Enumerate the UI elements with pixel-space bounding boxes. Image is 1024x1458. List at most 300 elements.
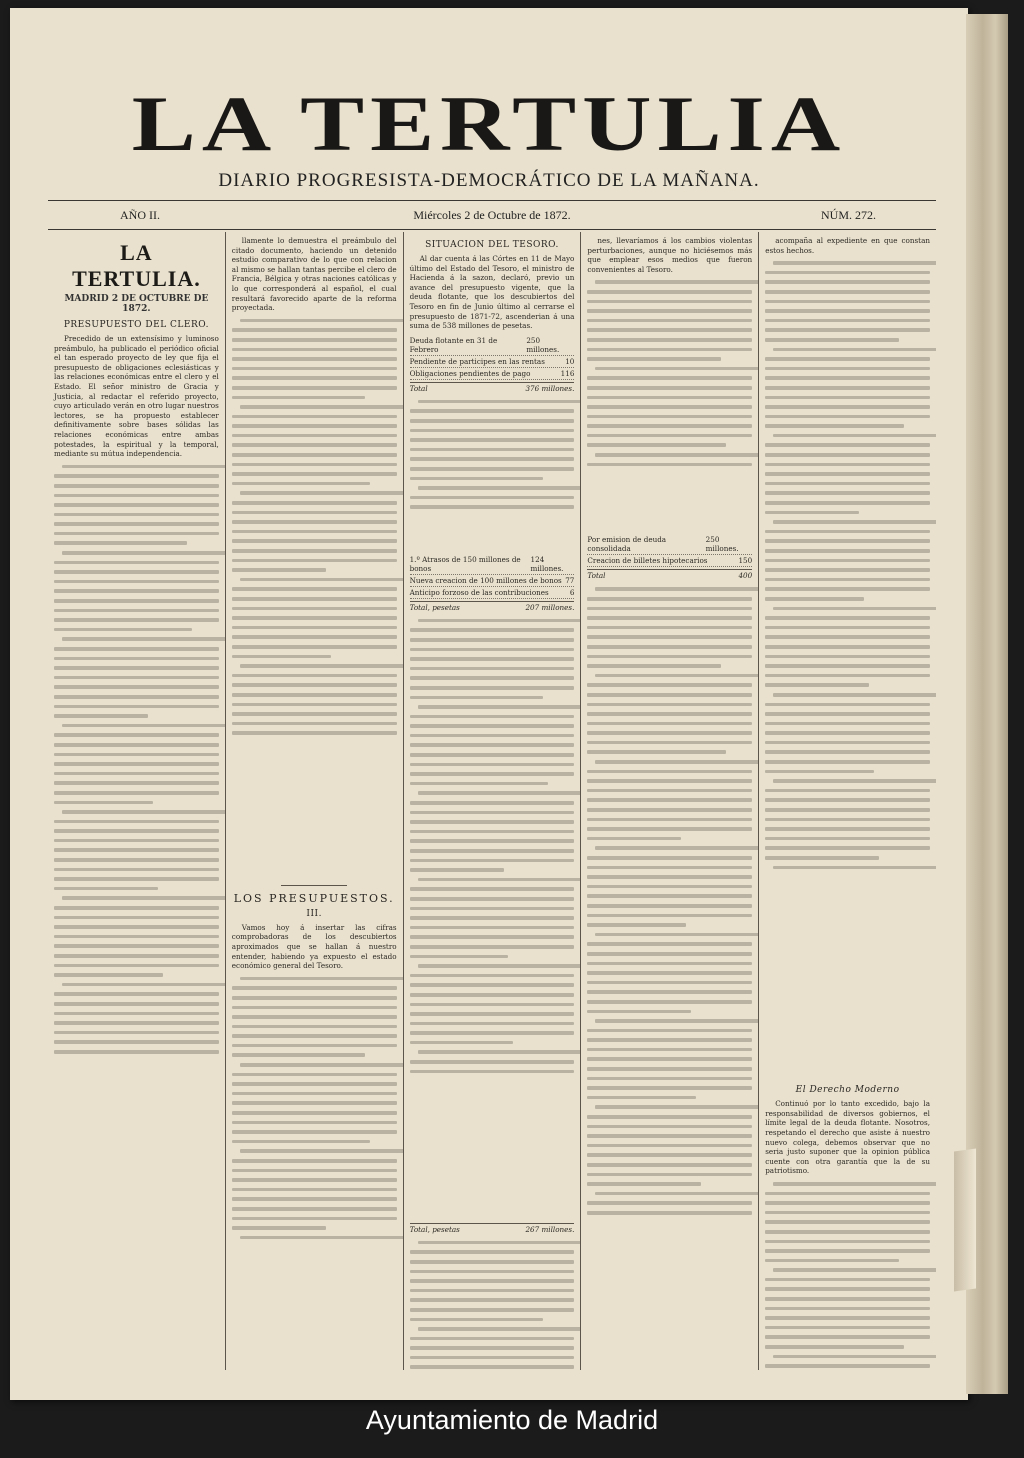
text-line: [54, 513, 219, 517]
text-line: [54, 772, 219, 776]
text-line: [418, 486, 582, 490]
text-line: [232, 597, 397, 601]
text-line: [765, 798, 930, 802]
text-line: [765, 655, 930, 659]
text-line: [587, 1077, 752, 1081]
text-line: [232, 443, 397, 447]
text-line: [587, 1163, 752, 1167]
text-line: [54, 868, 219, 872]
text-line: [587, 923, 686, 927]
article-text: Vamos hoy á insertar las cifras comprobadoras de los descubiertos aproximados que se hallan á nuestro entender, habiendo ya expuesto el estado económico general del Tesoro.: [231, 922, 397, 971]
text-line: [410, 1318, 543, 1322]
text-line: [54, 944, 219, 948]
text-line: [765, 338, 898, 342]
text-line: [587, 952, 752, 956]
text-line: [410, 496, 575, 500]
text-line: [54, 829, 219, 833]
issue-number: NÚM. 272.: [820, 208, 876, 222]
text-line: [232, 1111, 397, 1115]
text-line: [765, 1345, 903, 1349]
text-line: [587, 1211, 752, 1215]
text-line: [587, 990, 752, 994]
text-line: [595, 587, 759, 591]
text-line: [587, 722, 752, 726]
text-lines: [410, 619, 575, 1219]
text-line: [54, 676, 219, 680]
text-line: [54, 589, 219, 593]
text-line: [410, 1060, 575, 1064]
text-line: [773, 607, 936, 611]
text-line: [587, 664, 720, 668]
text-line: [587, 798, 752, 802]
text-line: [54, 877, 219, 881]
text-line: [410, 830, 575, 834]
text-line: [765, 309, 930, 313]
text-line: [410, 945, 575, 949]
text-line: [410, 1003, 575, 1007]
text-line: [232, 1178, 397, 1182]
text-line: [773, 1268, 936, 1272]
text-line: [410, 974, 575, 978]
text-line: [240, 977, 404, 981]
text-line: [765, 549, 930, 553]
text-line: [765, 626, 930, 630]
text-line: [54, 1031, 219, 1035]
figures-table: [410, 1223, 575, 1235]
column-1: [48, 232, 226, 1370]
text-line: [54, 561, 219, 565]
text-line: [587, 338, 752, 342]
text-line: [54, 685, 219, 689]
text-line: [587, 1144, 752, 1148]
text-line: [410, 686, 575, 690]
text-line: [765, 1287, 930, 1291]
article-text: Al dar cuenta á las Córtes en 11 de Mayo último del Estado del Tesoro, el ministro de Hacienda á la sazon, declaró, previo un avance del presupuesto vigente, que la deuda flotante, que los descubiertos del Tesoro en fin de Junio último al cerrarse el presupuesto de 1871-72, ascenderian á una suma de 538 millones de pesetas.: [409, 254, 575, 331]
text-line: [54, 609, 219, 613]
text-line: [240, 664, 404, 668]
text-line: [587, 693, 752, 697]
text-line: [232, 1159, 397, 1163]
text-line: [587, 616, 752, 620]
text-line: [410, 983, 575, 987]
text-line: [410, 1012, 575, 1016]
text-line: [765, 750, 930, 754]
text-line: [587, 683, 752, 687]
text-line: [410, 916, 575, 920]
text-line: [587, 1057, 752, 1061]
text-line: [232, 1140, 370, 1144]
text-line: [765, 674, 930, 678]
text-line: [765, 559, 930, 563]
text-line: [232, 424, 397, 428]
table-row: Pendiente de participes en las rentas 10: [409, 356, 575, 366]
text-line: [587, 463, 752, 467]
text-line: [232, 357, 397, 361]
text-line: [765, 357, 930, 361]
text-line: [410, 1022, 575, 1026]
text-line: [587, 405, 752, 409]
text-line: [410, 935, 575, 939]
column-date: MADRID 2 DE OCTUBRE DE 1872.: [64, 294, 209, 314]
text-line: [410, 849, 575, 853]
text-lines: [765, 261, 930, 1081]
text-line: [232, 1217, 397, 1221]
article-text: Precedido de un extensísimo y luminoso preámbulo, ha publicado el periódico oficial el tan esperado proyecto de ley que fija el presupuesto de obligaciones eclesiásticas y las relaciones económicas entre el clero y el Estado. El señor ministro de Gracia y Justicia, al redactar el referido proyecto, cuyo articulado verán en otro lugar nuestros lectores, se ha propuesto establecer definitivamente sobre bases sólidas las relaciones económicas entre ambas potestades, la espiritual y la temporal, mediante su mútua independencia.: [54, 334, 219, 459]
text-line: [587, 597, 752, 601]
text-line: [410, 457, 575, 461]
text-line: [587, 357, 720, 361]
text-line: [54, 522, 219, 526]
text-line: [232, 986, 397, 990]
text-line: [240, 1236, 404, 1240]
figures-table: [410, 335, 575, 394]
text-line: [587, 885, 752, 889]
text-line: [765, 405, 930, 409]
text-line: [232, 1207, 397, 1211]
text-line: [410, 1356, 575, 1360]
text-line: [410, 868, 504, 872]
text-line: [410, 1346, 575, 1350]
text-line: [232, 376, 397, 380]
text-line: [410, 753, 575, 757]
text-line: [418, 878, 582, 882]
text-line: [773, 261, 936, 265]
text-line: [765, 722, 930, 726]
text-line: [773, 1355, 936, 1359]
text-line: [587, 789, 752, 793]
archive-watermark: Ayuntamiento de Madrid: [365, 1405, 659, 1435]
text-line: [232, 415, 397, 419]
text-line: [410, 477, 543, 481]
text-line: [765, 789, 930, 793]
text-line: [54, 666, 219, 670]
text-line: [418, 791, 582, 795]
text-line: [765, 472, 930, 476]
text-line: [410, 993, 575, 997]
text-line: [54, 1040, 219, 1044]
text-line: [232, 511, 397, 515]
text-line: [765, 1201, 930, 1205]
text-line: [410, 1041, 514, 1045]
text-line: [765, 443, 930, 447]
text-line: [232, 1226, 326, 1230]
text-line: [410, 1070, 575, 1074]
text-line: [240, 491, 404, 495]
text-line: [765, 616, 930, 620]
text-line: [595, 1105, 759, 1109]
text-line: [765, 376, 930, 380]
text-line: [410, 628, 575, 632]
text-line: [587, 626, 752, 630]
text-line: [587, 741, 752, 745]
text-line: [232, 607, 397, 611]
text-line: [765, 424, 903, 428]
text-line: [587, 1115, 752, 1119]
text-line: [410, 907, 575, 911]
text-line: [773, 434, 936, 438]
text-line: [232, 396, 365, 400]
text-line: [410, 419, 575, 423]
text-line: [410, 1270, 575, 1274]
issue-info-bar: [48, 202, 936, 228]
text-line: [765, 511, 859, 515]
text-line: [765, 712, 930, 716]
text-line: [410, 505, 575, 509]
text-line: [54, 714, 148, 718]
column-title: LA TERTULIA.: [72, 240, 201, 291]
text-line: [587, 1182, 701, 1186]
masthead-subtitle: DIARIO PROGRESISTA-DEMOCRÁTICO DE LA MAÑANA.: [218, 170, 760, 191]
text-line: [587, 1000, 752, 1004]
section-number: III.: [306, 908, 322, 919]
text-line: [765, 482, 930, 486]
text-line: [587, 328, 752, 332]
text-line: [232, 712, 397, 716]
text-line: [54, 820, 219, 824]
text-line: [54, 657, 219, 661]
text-line: [232, 1092, 397, 1096]
text-line: [54, 858, 219, 862]
text-line: [418, 400, 582, 404]
figures-table: [410, 554, 575, 613]
text-line: [232, 1101, 397, 1105]
text-line: [54, 954, 219, 958]
text-lines: [410, 400, 575, 550]
text-line: [765, 664, 930, 668]
text-line: [765, 760, 930, 764]
text-line: [587, 875, 752, 879]
text-line: [773, 348, 936, 352]
text-line: [410, 724, 575, 728]
text-line: [62, 983, 226, 987]
text-line: [765, 846, 930, 850]
text-line: [587, 1125, 752, 1129]
text-line: [773, 1182, 936, 1186]
text-line: [54, 474, 219, 478]
text-line: [418, 619, 582, 623]
text-line: [410, 743, 575, 747]
text-line: [232, 453, 397, 457]
article-text: acompaña al expediente en que constan estos hechos.: [765, 236, 930, 255]
text-line: [765, 587, 930, 591]
text-line: [232, 1015, 397, 1019]
text-line: [410, 955, 509, 959]
text-line: [595, 760, 759, 764]
text-line: [410, 763, 575, 767]
text-line: [54, 743, 219, 747]
text-line: [587, 348, 752, 352]
text-line: [587, 396, 752, 400]
text-line: [765, 328, 930, 332]
text-line: [773, 866, 936, 870]
text-line: [595, 933, 759, 937]
text-line: [587, 866, 752, 870]
text-line: [765, 463, 930, 467]
text-line: [765, 1259, 898, 1263]
text-line: [595, 1192, 759, 1196]
text-line: [232, 683, 397, 687]
text-line: [587, 1153, 752, 1157]
text-line: [410, 676, 575, 680]
table-row: Deuda flotante en 31 de Febrero 250 millones.: [410, 335, 575, 356]
text-line: [232, 1006, 397, 1010]
text-line: [232, 549, 397, 553]
text-line: [765, 453, 930, 457]
text-line: [587, 434, 752, 438]
text-line: [410, 1279, 575, 1283]
text-line: [587, 827, 752, 831]
text-line: [240, 1149, 404, 1153]
text-lines: [587, 587, 752, 1370]
text-line: [587, 856, 752, 860]
text-line: [62, 465, 226, 469]
newspaper-page: [10, 8, 968, 1400]
table-row: Por emision de deuda consolidada 250 millones.: [587, 534, 752, 555]
text-line: [54, 580, 219, 584]
table-row: Obligaciones pendientes de pago 116: [409, 368, 575, 378]
text-line: [62, 896, 226, 900]
text-line: [587, 942, 752, 946]
text-line: [587, 376, 752, 380]
text-line: [765, 290, 930, 294]
text-line: [587, 443, 725, 447]
text-line: [54, 1050, 219, 1054]
text-line: [232, 731, 397, 735]
text-line: [765, 703, 930, 707]
text-line: [232, 328, 397, 332]
text-lines: [232, 977, 397, 1370]
text-line: [595, 280, 759, 284]
text-line: [418, 964, 582, 968]
text-line: [54, 925, 219, 929]
text-line: [54, 541, 187, 545]
text-line: [410, 1298, 575, 1302]
text-line: [232, 1025, 397, 1029]
text-line: [54, 532, 219, 536]
text-line: [54, 791, 219, 795]
text-line: [595, 367, 759, 371]
text-line: [54, 599, 219, 603]
text-line: [418, 1241, 582, 1245]
text-line: [232, 1073, 397, 1077]
column-4: [581, 232, 759, 1370]
text-line: [587, 1029, 752, 1033]
text-line: [765, 741, 930, 745]
text-line: [232, 472, 397, 476]
section-heading: PRESUPUESTO DEL CLERO.: [63, 320, 209, 330]
text-line: [765, 578, 930, 582]
issue-date: Miércoles 2 de Octubre de 1872.: [413, 208, 571, 222]
text-line: [410, 1308, 575, 1312]
text-line: [587, 290, 752, 294]
text-line: [410, 1337, 575, 1341]
table-row: Creacion de billetes hipotecarios 150: [587, 556, 753, 566]
text-line: [765, 396, 930, 400]
text-line: [765, 367, 930, 371]
text-line: [54, 503, 219, 507]
text-line: [595, 453, 759, 457]
text-line: [54, 695, 219, 699]
text-line: [765, 1278, 930, 1282]
text-line: [410, 897, 575, 901]
text-line: [765, 1192, 930, 1196]
text-line: [410, 811, 575, 815]
text-line: [587, 607, 752, 611]
text-line: [587, 635, 752, 639]
text-line: [587, 962, 752, 966]
text-line: [54, 992, 219, 996]
text-line: [54, 964, 219, 968]
text-line: [587, 1086, 752, 1090]
text-line: [765, 1307, 930, 1311]
text-line: [410, 448, 575, 452]
text-line: [410, 1289, 575, 1293]
text-line: [418, 1050, 582, 1054]
text-line: [54, 570, 219, 574]
table-total: Total 376 millones.: [409, 383, 575, 393]
text-line: [773, 693, 936, 697]
text-line: [54, 916, 219, 920]
text-line: [587, 914, 752, 918]
text-line: [232, 1188, 397, 1192]
text-line: [232, 568, 326, 572]
section-heading: SITUACION DEL TESORO.: [425, 240, 559, 250]
text-line: [765, 319, 930, 323]
text-line: [54, 973, 163, 977]
text-line: [410, 734, 575, 738]
text-line: [54, 647, 219, 651]
table-total: Total 400: [587, 571, 753, 581]
column-2: [226, 232, 404, 1370]
text-line: [410, 409, 575, 413]
text-line: [765, 1220, 930, 1224]
text-line: [765, 280, 930, 284]
text-line: [587, 894, 752, 898]
text-line: [587, 1134, 752, 1138]
text-line: [765, 683, 869, 687]
text-line: [410, 657, 575, 661]
text-line: [595, 674, 759, 678]
text-line: [62, 724, 226, 728]
text-line: [410, 1365, 575, 1369]
text-line: [232, 655, 331, 659]
text-line: [410, 887, 575, 891]
text-line: [232, 635, 397, 639]
text-line: [232, 520, 397, 524]
text-line: [765, 1211, 930, 1215]
text-line: [765, 1249, 930, 1253]
text-line: [232, 367, 397, 371]
text-lines: [232, 319, 397, 879]
text-line: [587, 981, 752, 985]
text-line: [587, 971, 752, 975]
section-heading: LOS PRESUPUESTOS.: [233, 891, 395, 905]
text-line: [62, 551, 226, 555]
text-line: [587, 1048, 752, 1052]
text-line: [765, 300, 930, 304]
text-line: [765, 539, 930, 543]
text-line: [765, 1364, 930, 1368]
text-line: [232, 626, 397, 630]
article-text: nes, llevaríamos á los cambios violentas perturbaciones, aunque no hiciésemos más que emplear esos medios que fueron convenientes al Tesoro.: [587, 236, 753, 274]
table-row: Nueva creacion de 100 millones de bonos 77: [409, 575, 575, 585]
text-line: [765, 491, 930, 495]
text-line: [232, 645, 397, 649]
text-line: [240, 405, 404, 409]
text-line: [587, 712, 752, 716]
text-line: [410, 438, 575, 442]
text-line: [54, 935, 219, 939]
